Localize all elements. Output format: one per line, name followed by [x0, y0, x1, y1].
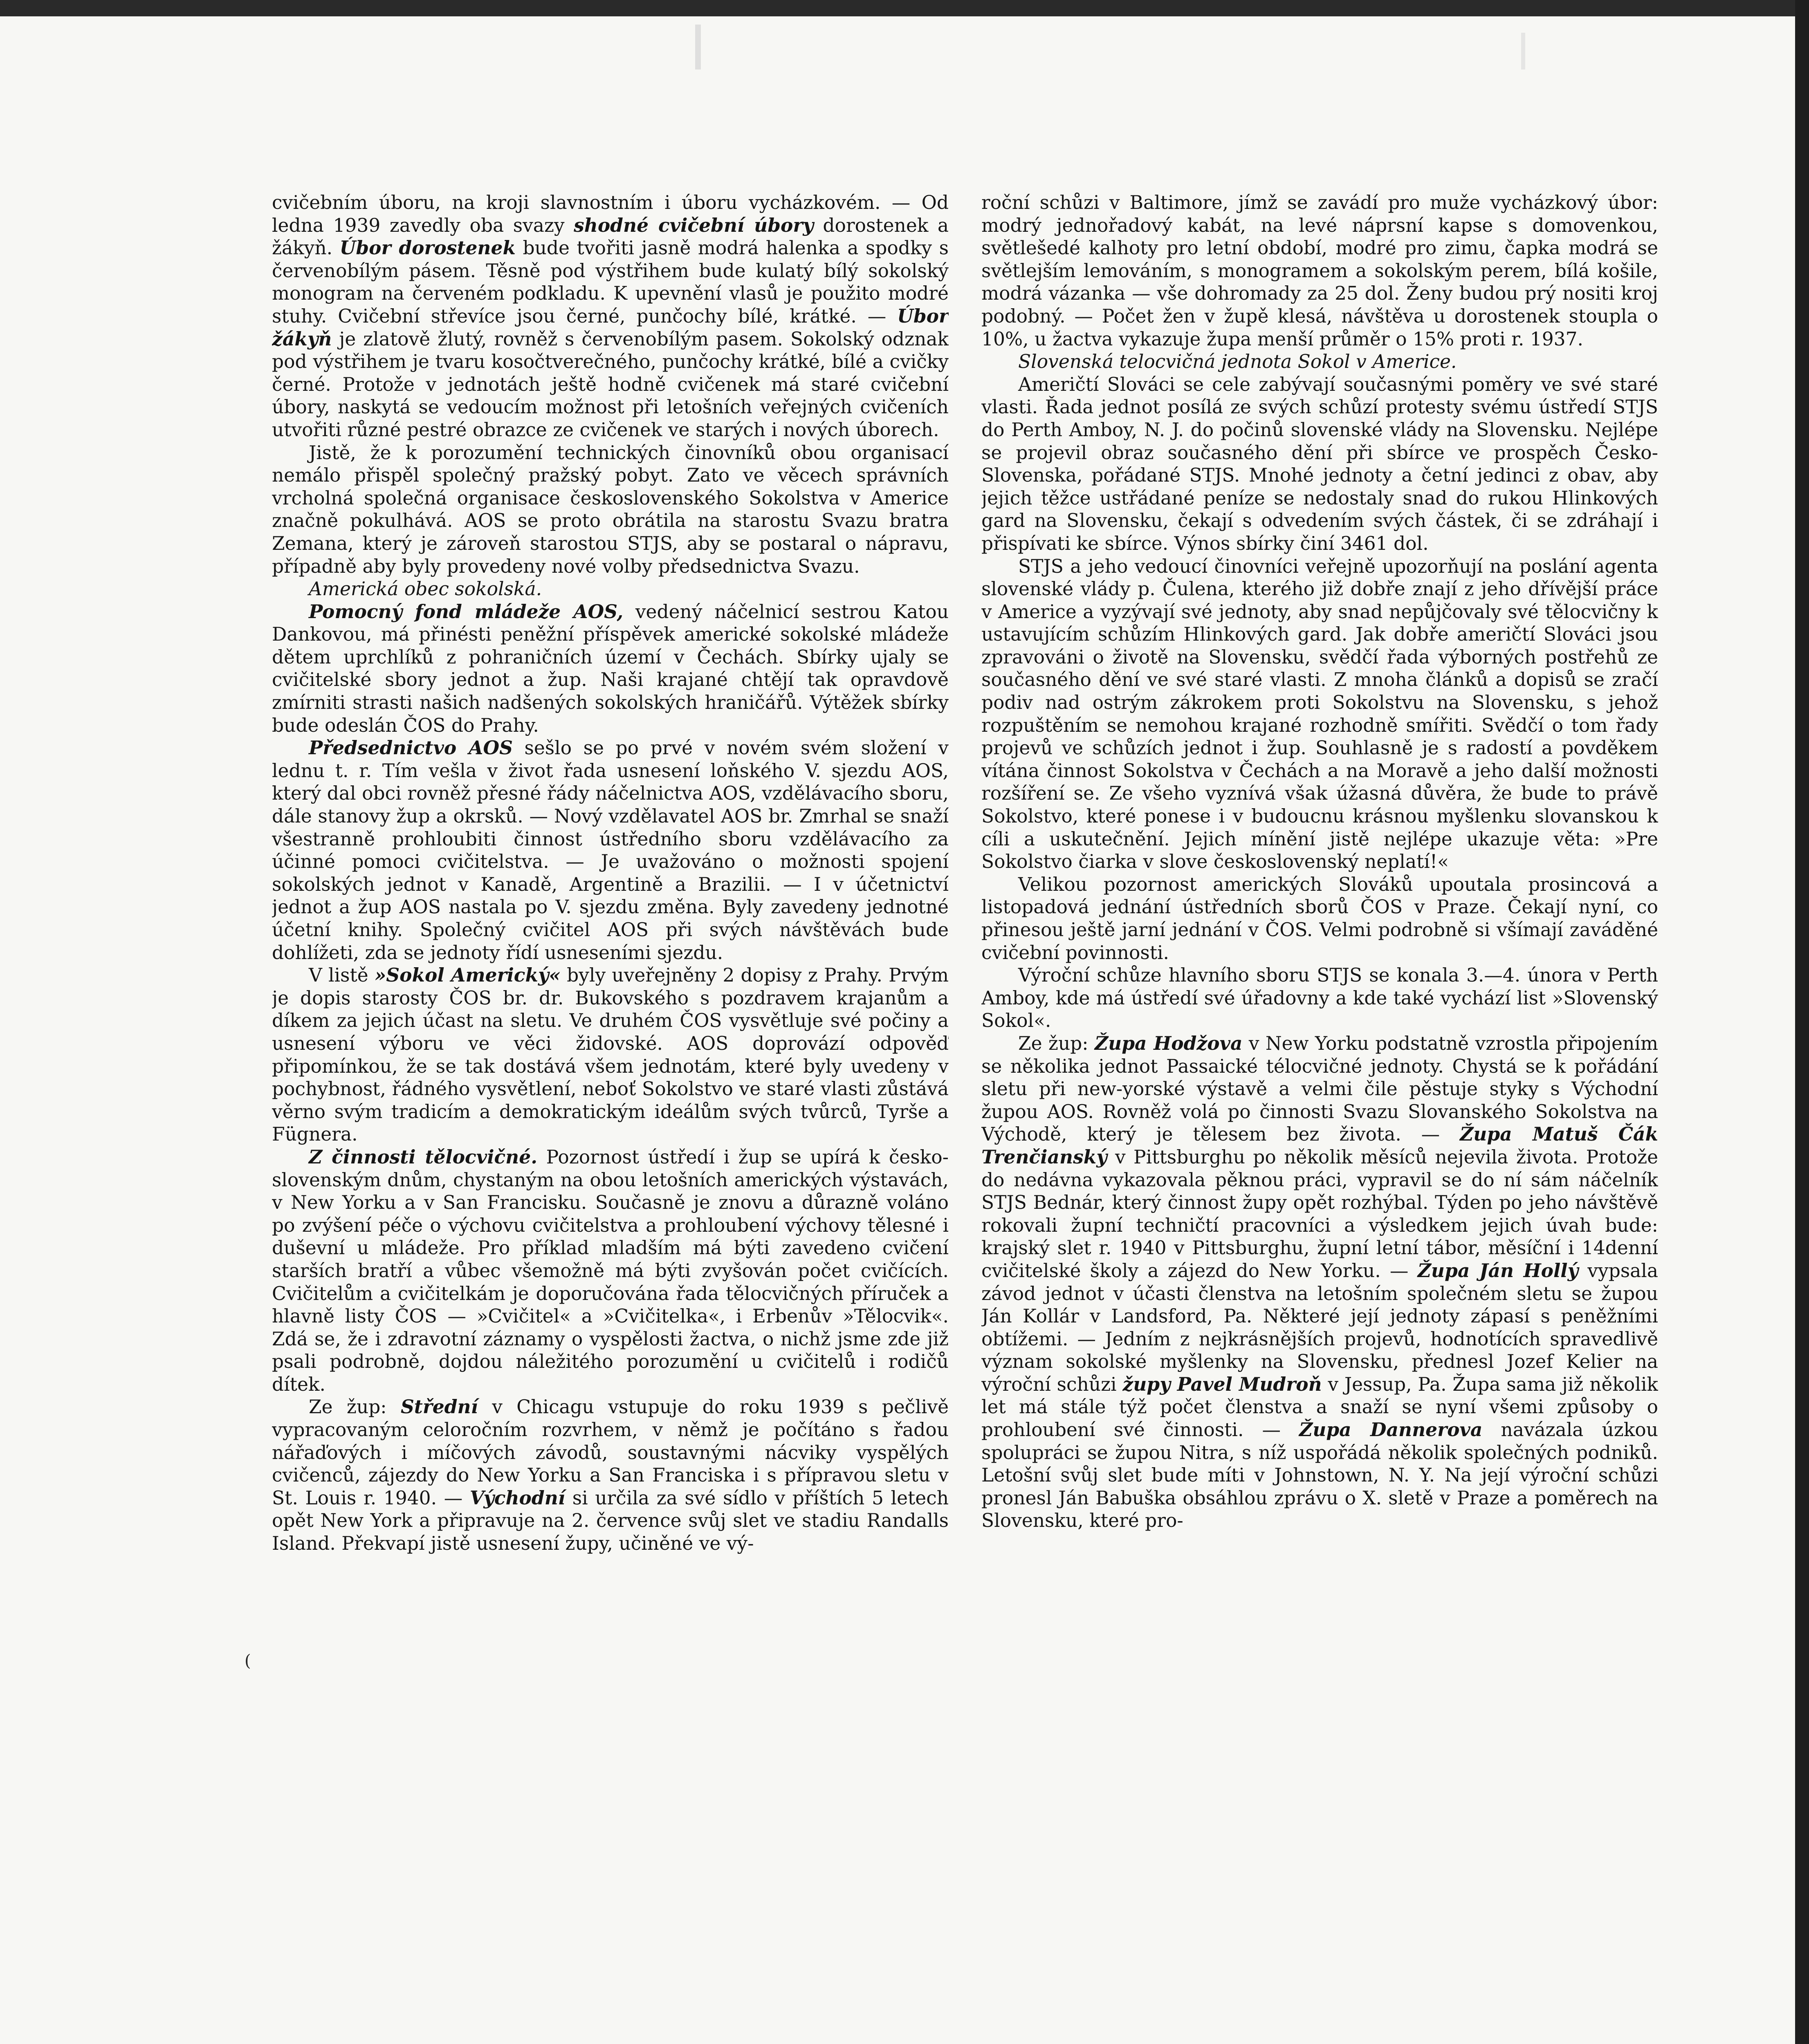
paragraph: STJS a jeho vedoucí činovníci veřejně upozorňují na poslání agenta slovenské vlády p. Čulena, kterého již dobře znají z jeho dřívější práce v Americe a vyzývají své jednoty, aby snad nepůjčovaly své tělocvičny k ustavujícím schůzím Hlinkových gard. Jak dobře američtí Slováci jsou zpravováni o životě na Slovensku, svědčí řada výborných postřehů ze současného dění ve své staré vlasti. Z mnoha článků a dopisů se zračí podiv nad ostrým zákrokem proti Sokolstvu na Slovensku, s jehož rozpuštěním se nemohou krajané rozhodně smířiti. Svědčí o tom řady projevů ve schůzích jednot i žup. Souhlasně je s radostí a povděkem vítána činnost Sokolstva v Čechách a na Moravě a jeho další možnosti rozšíření se. Ze všeho vyznívá však úžasná důvěra, že bude to právě Sokolstvo, které ponese i v budoucnu krásnou myšlenku slovanskou k cíli a uskutečnění. Jejich mínění jistě nejlépe ukazuje věta: »Pre Sokolstvo čiarka v slove československý neplatí!« — [981, 555, 1658, 873]
paragraph: Velikou pozornost amerických Slováků upoutala prosincová a listopadová jednání ústředních sborů ČOS v Praze. Čekají nyní, co přinesou ještě jarní jednání v ČOS. Velmi podrobně si všímají zaváděné cvičební povinnosti. — [981, 873, 1658, 964]
paragraph: Ze žup: Střední v Chicagu vstupuje do roku 1939 s pečlivě vypracovaným celoročním rozvrhem, v němž je počítáno s řadou nářaďových i míčových závodů, soustavnými nácviky vyspělých cvičenců, zájezdy do New Yorku a San Franciska i s přípravou sletu v St. Louis r. 1940. — Východní si určila za své sídlo v příštích 5 letech opět New York a připravuje na 2. července svůj slet ve stadiu Randalls Island. Překvapí jistě usnesení župy, učiněné ve vý- — [272, 1396, 949, 1555]
paragraph: cvičebním úboru, na kroji slavnostním i úboru vycházkovém. — Od ledna 1939 zavedly oba svazy shodné cvičební úbory dorostenek a žákyň. Úbor dorostenek bude tvořiti jasně modrá halenka a spodky s červenobílým pásem. Těsně pod výstřihem bude kulatý bílý sokolský monogram na červeném podkladu. K upevnění vlasů je použito modré stuhy. Cvičební střevíce jsou černé, punčochy bílé, krátké. — Úbor žákyň je zlatově žlutý, rovněž s červenobílým pasem. Sokolský odznak pod výstřihem je tvaru kosočtverečného, punčochy krátké, bílé a cvičky černé. Protože v jednotách ještě hodně cvičenek má staré cvičební úbory, naskytá se vedoucím možnost při letošních veřejných cvičeních utvořiti různé pestré obrazce ze cvičenek ve starých i nových úborech. — [272, 192, 949, 441]
scan-artifact — [695, 25, 701, 69]
paragraph: Američtí Slováci se cele zabývají současnými poměry ve své staré vlasti. Řada jednot posílá ze svých schůzí protesty svému ústředí STJS do Perth Amboy, N. J. do počinů slovenské vlády na Slovensku. Nejlépe se projevil obraz současného dění při sbírce ve prospěch Česko-Slovenska, pořádané STJS. Mnohé jednoty a četní jedinci z obav, aby jejich těžce ustřádané peníze se nedostaly snad do rukou Hlinkových gard na Slovensku, čekají s odvedením svých částek, či se zdráhají i přispívati ke sbírce. Výnos sbírky činí 3461 dol. — [981, 373, 1658, 554]
scan-edge-right — [1795, 0, 1809, 2044]
paragraph: Předsednictvo AOS sešlo se po prvé v novém svém složení v lednu t. r. Tím vešla v život řada usnesení loňského V. sjezdu AOS, který dal obci rovněž přesné řády náčelnictva AOS, vzdělávacího sboru, dále stanovy žup a okrsků. — Nový vzdělavatel AOS br. Zmrhal se snaží všestranně prohloubiti činnost ústředního sboru vzdělávacího za účinné pomoci cvičitelstva. — Je uvažováno o možnosti spojení sokolských jednot v Kanadě, Argentině a Brazilii. — I v účetnictví jednot a žup AOS nastala po V. sjezdu změna. Byly zavedeny jednotné účetní knihy. Společný cvičitel AOS při svých návštěvách bude dohlížeti, zda se jednoty řídí usneseními sjezdu. — [272, 737, 949, 964]
section-heading: Slovenská telocvičná jednota Sokol v Americe. — [1018, 351, 1457, 373]
scan-edge-top — [0, 0, 1809, 16]
margin-mark: ( — [245, 1652, 251, 1670]
paragraph: roční schůzi v Baltimore, jímž se zavádí pro muže vycházkový úbor: modrý jednořadový kabát, na levé náprsní kapse s domovenkou, světlešedé kalhoty pro letní období, modré pro zimu, čapka modrá se světlejším lemováním, s monogramem a sokolským perem, bílá košile, modrá vázanka — vše dohromady za 25 dol. Ženy budou prý nositi kroj podobný. — Počet žen v župě klesá, návštěva u dorostenek stoupla o 10%, u žactva vykazuje župa menší průměr o 15% proti r. 1937. — [981, 192, 1658, 350]
section-heading: Americká obec sokolská. — [309, 578, 542, 600]
scan-artifact — [1521, 33, 1525, 69]
paragraph: V listě »Sokol Americký« byly uveřejněny 2 dopisy z Prahy. Prvým je dopis starosty ČOS br. dr. Bukovského s pozdravem krajanům a díkem za jejich účast na sletu. Ve druhém ČOS vysvětluje své počiny a usnesení výboru ve věci židovské. AOS doprovází odpověď připomínkou, že se tak dostává všem jednotám, které byly uvedeny v pochybnost, řádného vysvětlení, neboť Sokolstvo ve staré vlasti zůstává věrno svým tradicím a demokratickým ideálům svých tvůrců, Tyrše a Fügnera. — [272, 964, 949, 1145]
right-column — [981, 191, 1658, 2044]
paragraph: Z činnosti tělocvičné. Pozornost ústředí i žup se upírá k česko-slovenským dnům, chystaným na obou letošních amerických výstavách, v New Yorku a v San Francisku. Současně je znovu a důrazně voláno po zvýšení péče o výchovu cvičitelstva a prohloubení výchovy tělesné i duševní u mládeže. Pro příklad mladším má býti zavedeno cvičení starších bratří a vůbec všemožně má býti zvyšován počet cvičících. Cvičitelům a cvičitelkám je doporučována řada tělocvičných příruček a hlavně listy ČOS — »Cvičitel« a »Cvičitelka«, i Erbenův »Tělocvik«. Zdá se, že i zdravotní záznamy o vyspělosti žactva, o nichž jsme zde již psali podrobně, dojdou náležitého porozumění u cvičitelů i rodičů dítek. — [272, 1145, 949, 1395]
paragraph: Ze žup: Župa Hodžova v New Yorku podstatně vzrostla připojením se několika jednot Passaické télocvičné jednoty. Chystá se k pořádání sletu při new-yorské výstavě a velmi čile pěstuje styky s Východní župou AOS. Rovněž volá po činnosti Svazu Slovanského Sokolstva na Východě, který je tělesem bez života. — Župa Matuš Čák Trenčianský v Pittsburghu po několik měsíců nejevila života. Protože do nedávna vykazovala pěknou práci, vypravil se do ní sám náčelník STJS Bednár, který činnost župy opět rozhýbal. Týden po jeho návštěvě rokovali župní techničtí pracovníci a výsledkem jejich úvah bude: krajský slet r. 1940 v Pittsburghu, župní letní tábor, měsíční i 14denní cvičitelské školy a zájezd do New Yorku. — Župa Ján Hollý vypsala závod jednot v účasti členstva na letošním společném sletu se župou Ján Kollár v Landsford, Pa. Některé její jednoty zápasí s peněžními obtížemi. — Jedním z nejkrásnějších projevů, hodnotících spravedlivě význam sokolské myšlenky na Slovensku, přednesl Jozef Kelier na výroční schůzi župy Pavel Mudroň v Jessup, Pa. Župa sama již několik let má stále týž počet členstva a snaží se nyní všemi způsoby o prohloubení své činnosti. — Župa Dannerova navázala úzkou spolupráci se župou Nitra, s níž uspořádá několik společných podniků. Letošní svůj slet bude míti v Johnstown, N. Y. Na její výroční schůzi pronesl Ján Babuška obsáhlou zprávu o X. sletě v Praze a poměrech na Slovensku, které pro- — [981, 1032, 1658, 1532]
paragraph: Výroční schůze hlavního sboru STJS se konala 3.—4. února v Perth Amboy, kde má ústředí své úřadovny a kde také vychází list »Slovenský Sokol«. — [981, 964, 1658, 1032]
paragraph: Pomocný fond mládeže AOS, vedený náčelnicí sestrou Katou Dankovou, má přinésti peněžní příspěvek americké sokolské mládeže dětem uprchlíků z pohraničních území v Čechách. Sbírky ujaly se cvičitelské sbory jednot a žup. Naši krajané chtějí tak opravdově zmírniti strasti našich nadšených sokolských hraničářů. Výtěžek sbírky bude odeslán ČOS do Prahy. — [272, 600, 949, 736]
paragraph: Jistě, že k porozumění technických činovníků obou organisací nemálo přispěl společný pražský pobyt. Zato ve věcech správních vrcholná společná organisace československého Sokolstva v Americe značně pokulhává. AOS se proto obrátila na starostu Svazu bratra Zemana, který je zároveň starostou STJS, aby se postaral o nápravu, případně aby byly provedeny nové volby předsednictva Svazu. — [272, 442, 949, 577]
left-column — [272, 191, 949, 2044]
